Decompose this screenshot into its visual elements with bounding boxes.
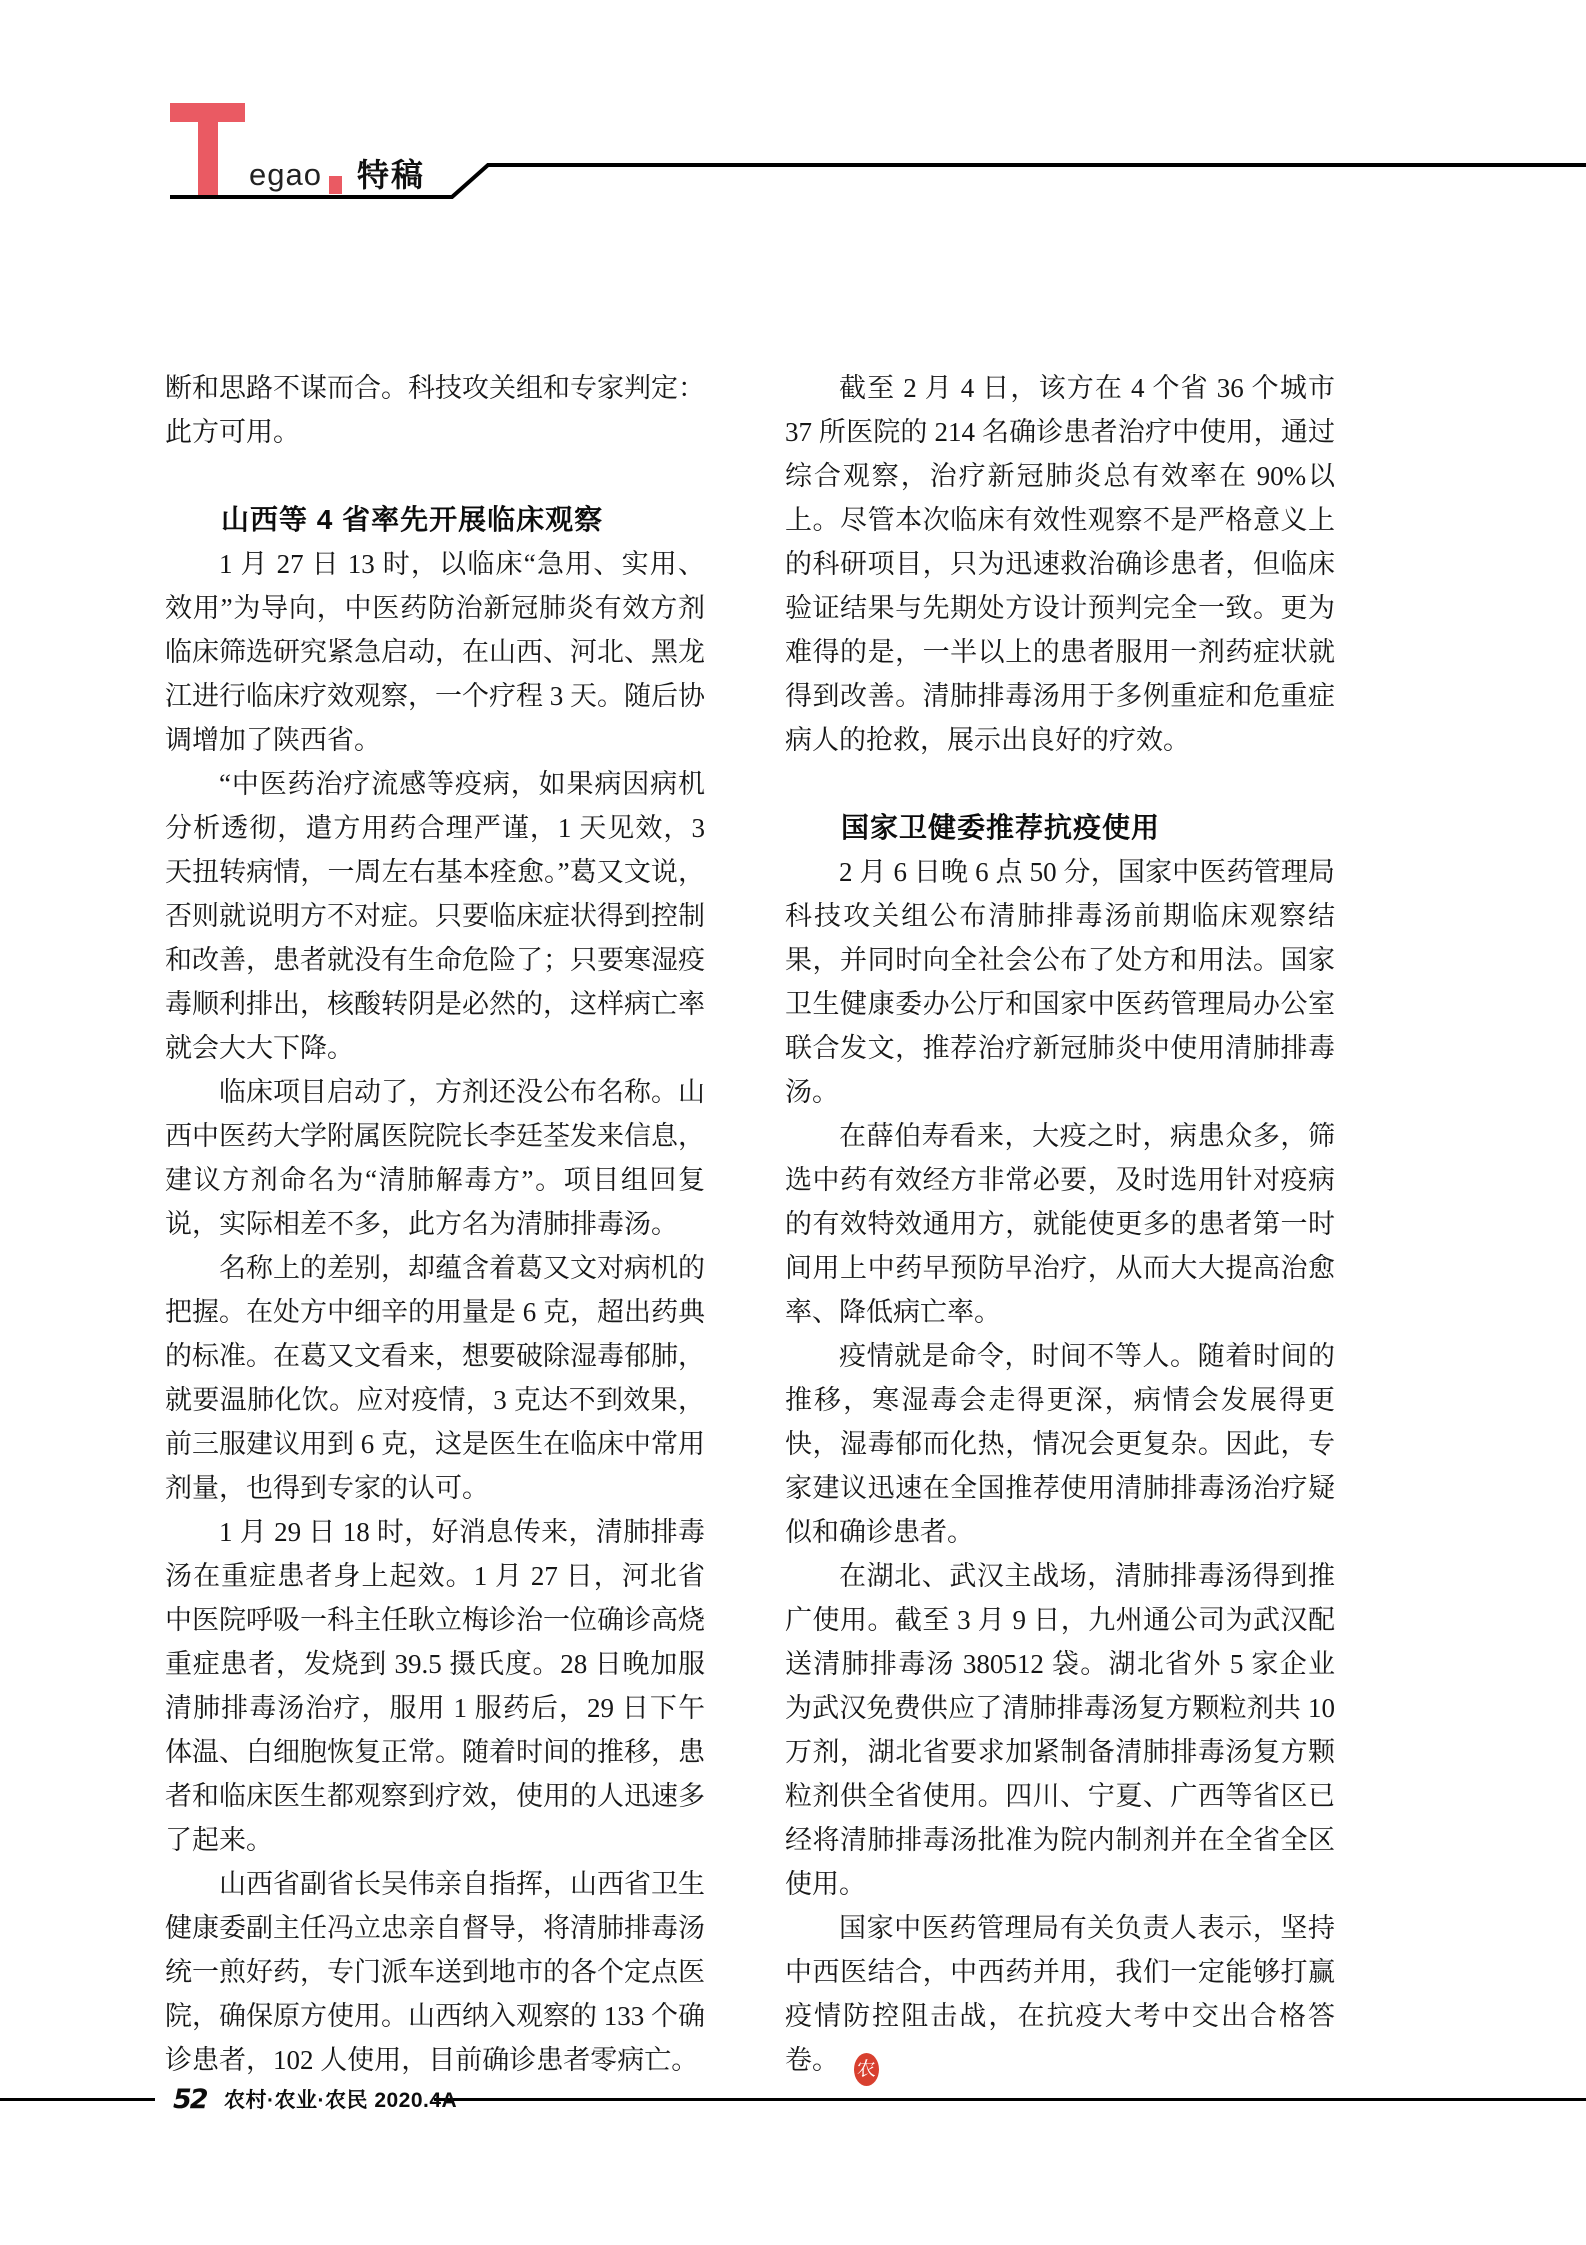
paragraph: 临床项目启动了，方剂还没公布名称。山西中医药大学附属医院院长李廷荃发来信息，建议方剂命名为“清肺解毒方”。项目组回复说，实际相差不多，此方名为清肺排毒汤。 bbox=[165, 1077, 705, 1239]
end-of-article-seal-icon: 农 bbox=[854, 2053, 879, 2086]
footer-rule-left bbox=[0, 2098, 155, 2101]
paragraph: “中医药治疗流感等疫病，如果病因病机分析透彻，遣方用药合理严谨，1 天见效，3 天扭转病情，一周左右基本痊愈。”葛又文说，否则就说明方不对症。只要临床症状得到控制和改善，患者就没有生命危险了；只要寒湿疫毒顺利排出，核酸转阴是必然的，这样病亡率就会大大下降。 bbox=[165, 769, 705, 1063]
page-number: 52 bbox=[173, 2084, 207, 2115]
paragraph: 截至 2 月 4 日，该方在 4 个省 36 个城市 37 所医院的 214 名确诊患者治疗中使用，通过综合观察，治疗新冠肺炎总有效率在 90%以上。尽管本次临床有效性观察不是严格意义上的科研项目，只为迅速救治确诊患者，但临床验证结果与先期处方设计预判完全一致。更为难得的是，一半以上的患者服用一剂药症状就得到改善。清肺排毒汤用于多例重症和危重症病人的抢救，展示出良好的疗效。 bbox=[785, 373, 1335, 755]
paragraph: 名称上的差别，却蕴含着葛又文对病机的把握。在处方中细辛的用量是 6 克，超出药典的标准。在葛又文看来，想要破除湿毒郁肺，就要温肺化饮。应对疫情，3 克达不到效果，前三服建议用到 6 克，这是医生在临床中常用剂量，也得到专家的认可。 bbox=[165, 1253, 705, 1503]
journal-title: 农村·农业·农民 2020.4A bbox=[224, 2089, 458, 2112]
paragraph: 断和思路不谋而合。科技攻关组和专家判定：此方可用。 bbox=[165, 373, 705, 447]
section-label: 特稿 bbox=[357, 157, 426, 193]
header-rule bbox=[0, 158, 1586, 204]
paragraph: 1 月 27 日 13 时，以临床“急用、实用、效用”为导向，中医药防治新冠肺炎有效方剂临床筛选研究紧急启动，在山西、河北、黑龙江进行临床疗效观察，一个疗程 3 天。随后协调增加了陕西省。 bbox=[165, 549, 705, 755]
paragraph: 1 月 29 日 18 时，好消息传来，清肺排毒汤在重症患者身上起效。1 月 27 日，河北省中医院呼吸一科主任耿立梅诊治一位确诊高烧重症患者，发烧到 39.5 摄氏度。28 日晚加服清肺排毒汤治疗，服用 1 服药后，29 日下午体温、白细胞恢复正常。随着时间的推移，患者和临床医生都观察到疗效，使用的人迅速多了起来。 bbox=[165, 1517, 705, 1855]
paragraph: 山西省副省长吴伟亲自指挥，山西省卫生健康委副主任冯立忠亲自督导，将清肺排毒汤统一煎好药，专门派车送到地市的各个定点医院，确保原方使用。山西纳入观察的 133 个确诊患者，102 人使用，目前确诊患者零病亡。 bbox=[165, 1869, 705, 2075]
footer-rule-right bbox=[434, 2098, 1586, 2101]
paragraph: 疫情就是命令，时间不等人。随着时间的推移，寒湿毒会走得更深，病情会发展得更快，湿毒郁而化热，情况会更复杂。因此，专家建议迅速在全国推荐使用清肺排毒汤治疗疑似和确诊患者。 bbox=[785, 1341, 1335, 1547]
paragraph bbox=[785, 1906, 1335, 2086]
paragraph: 在薛伯寿看来，大疫之时，病患众多，筛选中药有效经方非常必要，及时选用针对疫病的有效特效通用方，就能使更多的患者第一时间用上中药早预防早治疗，从而大大提高治愈率、降低病亡率。 bbox=[785, 1121, 1335, 1327]
section-heading: 国家卫健委推荐抗疫使用 bbox=[841, 812, 1161, 843]
section-heading: 山西等 4 省率先开展临床观察 bbox=[221, 504, 604, 535]
paragraph: 2 月 6 日晚 6 点 50 分，国家中医药管理局科技攻关组公布清肺排毒汤前期临床观察结果，并同时向全社会公布了处方和用法。国家卫生健康委办公厅和国家中医药管理局办公室联合发文，推荐治疗新冠肺炎中使用清肺排毒汤。 bbox=[785, 857, 1335, 1107]
paragraph-text: 国家中医药管理局有关负责人表示，坚持中西医结合，中西药并用，我们一定能够打赢疫情防控阻击战，在抗疫大考中交出合格答卷。 bbox=[785, 1913, 1335, 2075]
left-column bbox=[165, 366, 705, 2082]
paragraph: 在湖北、武汉主战场，清肺排毒汤得到推广使用。截至 3 月 9 日，九州通公司为武汉配送清肺排毒汤 380512 袋。湖北省外 5 家企业为武汉免费供应了清肺排毒汤复方颗粒剂共 10 万剂，湖北省要求加紧制备清肺排毒汤复方颗粒剂供全省使用。四川、宁夏、广西等省区已经将清肺排毒汤批准为院内制剂并在全省全区使用。 bbox=[785, 1561, 1335, 1899]
right-column bbox=[785, 366, 1335, 2086]
masthead-text: egao bbox=[249, 157, 322, 192]
